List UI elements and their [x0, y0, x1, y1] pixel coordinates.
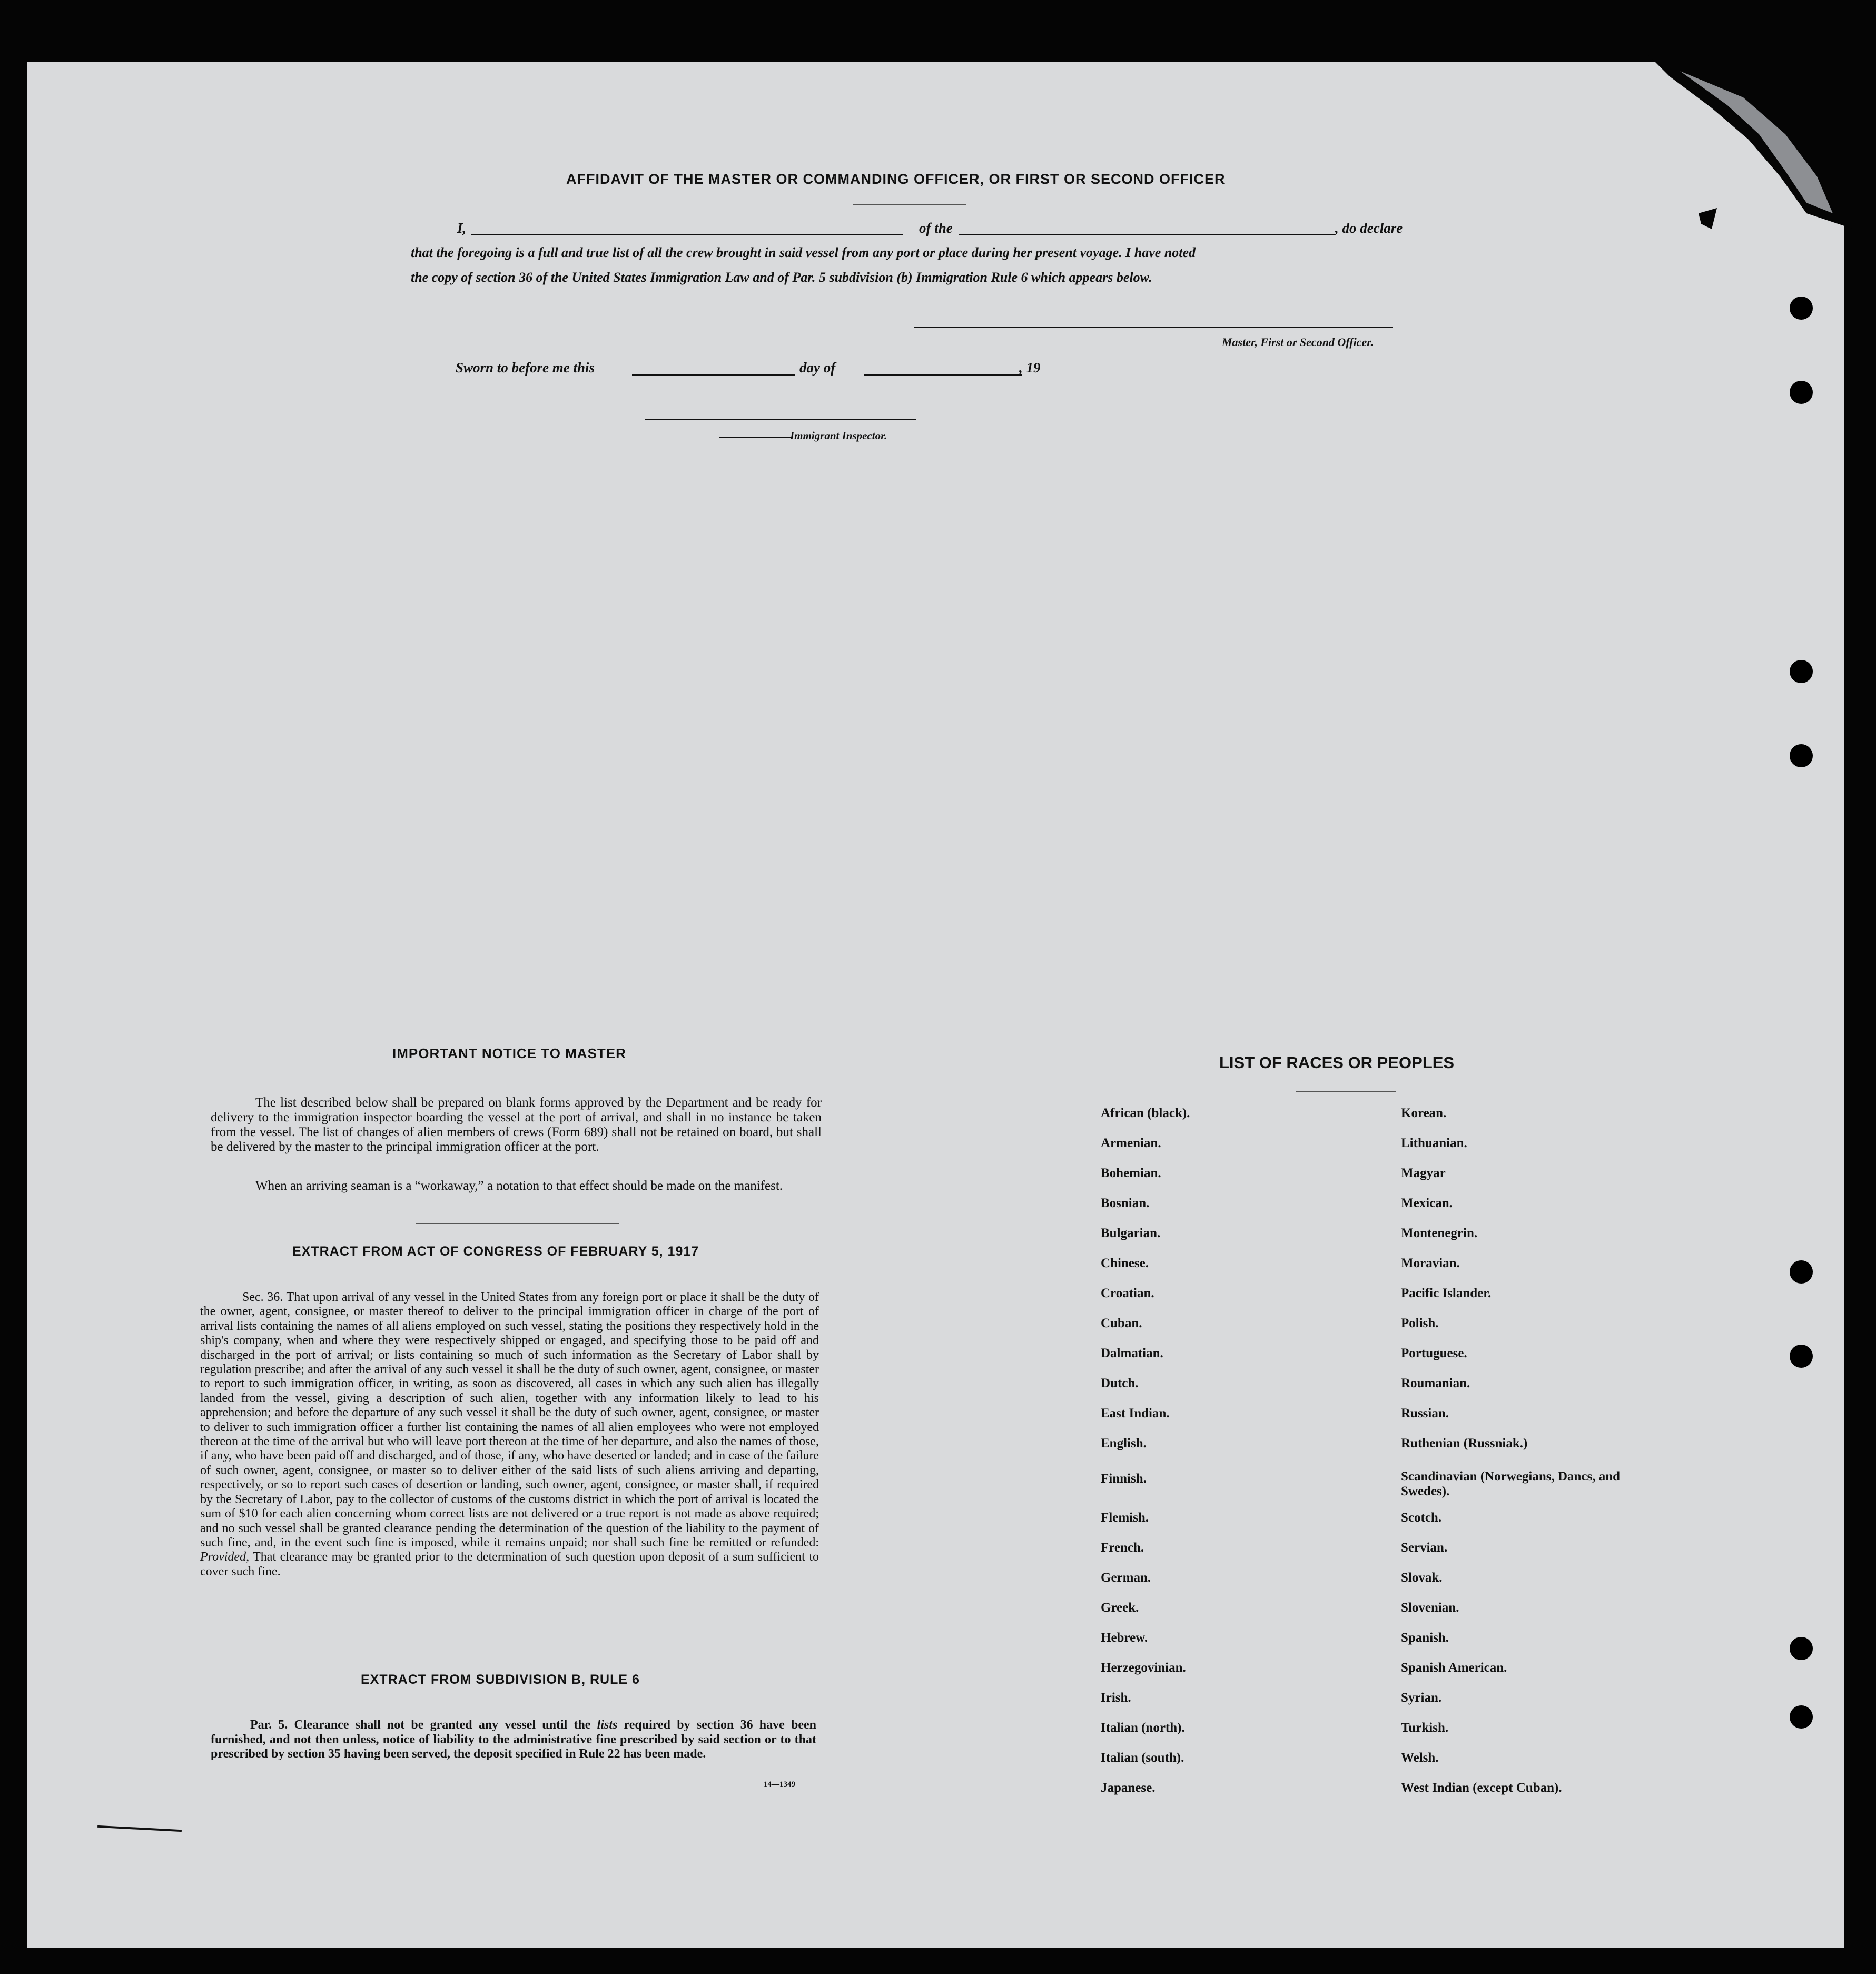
- form-number: 14—1349: [764, 1780, 795, 1789]
- race-item: Bulgarian.: [1101, 1226, 1161, 1240]
- race-item: German.: [1101, 1571, 1151, 1585]
- race-item: Greek.: [1101, 1601, 1139, 1615]
- race-item: French.: [1101, 1541, 1144, 1555]
- race-item: Cuban.: [1101, 1316, 1142, 1330]
- race-item: Spanish.: [1401, 1631, 1449, 1645]
- notice-paragraph-1: The list described below shall be prepared on blank forms approved by the Department and be ready for delivery to the immigration inspector boarding the vessel at the port of arrival, and shall in no instance be taken from the vessel. The list of changes of alien members of crews (Form 689) shall not be retained on board, but shall be delivered by the master to the principal immigration officer at the port.: [211, 1095, 822, 1154]
- par-5-prefix: Par. 5. Clearance shall not be granted any vessel until the: [250, 1718, 591, 1732]
- race-item: East Indian.: [1101, 1406, 1170, 1420]
- vessel-blank-line: [959, 234, 1335, 235]
- provided-word: Provided,: [200, 1550, 250, 1564]
- race-item: African (black).: [1101, 1106, 1190, 1120]
- binder-hole: [1790, 1705, 1813, 1729]
- binder-hole: [1790, 1260, 1813, 1284]
- race-item: Roumanian.: [1401, 1376, 1470, 1390]
- race-item: Russian.: [1401, 1406, 1449, 1420]
- notice-heading: IMPORTANT NOTICE TO MASTER: [392, 1045, 626, 1061]
- race-item: Dalmatian.: [1101, 1346, 1163, 1360]
- affidavit-declare: , do declare: [1335, 220, 1403, 236]
- sworn-month-line: [864, 374, 1022, 376]
- binder-hole: [1790, 1637, 1813, 1660]
- race-item: West Indian (except Cuban).: [1401, 1781, 1562, 1795]
- race-item: Korean.: [1401, 1106, 1447, 1120]
- race-item: Hebrew.: [1101, 1631, 1148, 1645]
- inspector-signature-line: [645, 419, 916, 420]
- act-extract-body: [200, 1290, 819, 1579]
- race-item: Bohemian.: [1101, 1166, 1161, 1180]
- race-item: Flemish.: [1101, 1511, 1149, 1525]
- race-item: Finnish.: [1101, 1472, 1147, 1486]
- act-extract-heading: EXTRACT FROM ACT OF CONGRESS OF FEBRUARY 5, 1917: [292, 1244, 699, 1259]
- race-item: Italian (south).: [1101, 1751, 1184, 1765]
- race-item: Japanese.: [1101, 1781, 1156, 1795]
- section-36-text: That upon arrival of any vessel in the United States from any foreign port or place it shall be the duty of the owner, agent, consignee, or master thereof to deliver to the principal immigration officer in charge of the port of arrival lists containing the names of all aliens employed on such vessel, stating the positions they respectively hold in the ship's company, when and where they were respectively shipped or engaged, and specifying those to be paid off and discharged in the port of arrival; or lists containing so much of such information as the Secretary of Labor shall by regulation prescribe; and after the arrival of any such vessel it shall be the duty of such owner, agent, consignee, or master to report to such immigration officer, in writing, as soon as discovered, all cases in which any such alien has illegally landed from the vessel, giving a description of such alien, together with any information likely to lead to his apprehension; and before the departure of any such vessel it shall be the duty of such owner, agent, consignee, or master to deliver to such immigration officer a further list containing the names of all alien employees who were not employed thereon at the time of the arrival but who will leave port thereon at the time of her departure, and also the names of those, if any, who have been paid off and discharged, and of those, if any, who have deserted or landed; and in case of the failure of such owner, agent, consignee, or master so to deliver either of the said lists of such aliens arriving and departing, respectively, or so to report such cases of desertion or landing, such owner, agent, consignee, or master shall, if required by the Secretary of Labor, pay to the collector of customs of the customs district in which the port of arrival is located the sum of $10 for each alien concerning whom correct lists are not delivered or a true report is not made as above required; and no such vessel shall be granted clearance pending the determination of the question of the liability to the payment of such fine, and, in the event such fine is imposed, while it remains unpaid; nor shall such fine be remitted or refunded:: [200, 1290, 819, 1549]
- race-item: Lithuanian.: [1401, 1136, 1467, 1150]
- inspector-label-dash: [719, 437, 793, 438]
- race-item: Pacific Islander.: [1401, 1286, 1492, 1300]
- race-item: Armenian.: [1101, 1136, 1161, 1150]
- binder-hole: [1790, 744, 1813, 767]
- notice-paragraph-2: When an arriving seaman is a “workaway,” a notation to that effect should be made on the manifest.: [255, 1179, 783, 1193]
- race-item: Ruthenian (Russniak.): [1401, 1436, 1528, 1450]
- binder-hole: [1790, 1345, 1813, 1368]
- name-blank-line: [471, 234, 903, 235]
- divider: [853, 204, 966, 205]
- race-item: Slovenian.: [1401, 1601, 1459, 1615]
- race-item: Chinese.: [1101, 1256, 1149, 1270]
- master-signature-label: Master, First or Second Officer.: [1222, 335, 1374, 349]
- race-item: Moravian.: [1401, 1256, 1460, 1270]
- race-item: Irish.: [1101, 1691, 1131, 1705]
- affidavit-i: I,: [457, 220, 467, 236]
- inspector-label: Immigrant Inspector.: [790, 429, 887, 442]
- race-item: Mexican.: [1401, 1196, 1453, 1210]
- race-item: Scotch.: [1401, 1511, 1442, 1525]
- race-item: Croatian.: [1101, 1286, 1154, 1300]
- sworn-prefix: Sworn to before me this: [456, 360, 595, 376]
- affidavit-of-the: of the: [919, 220, 953, 236]
- race-item: Portuguese.: [1401, 1346, 1467, 1360]
- rule-extract-heading: EXTRACT FROM SUBDIVISION B, RULE 6: [361, 1672, 640, 1687]
- divider: [1296, 1091, 1396, 1092]
- divider: [416, 1223, 619, 1224]
- section-label: Sec. 36.: [242, 1290, 283, 1304]
- affidavit-line-3: the copy of section 36 of the United States Immigration Law and of Par. 5 subdivision (b) Immigration Rule 6 which appears below.: [411, 270, 1152, 285]
- binder-hole: [1790, 381, 1813, 404]
- race-item: Montenegrin.: [1401, 1226, 1478, 1240]
- race-item: English.: [1101, 1436, 1147, 1450]
- race-item: Scandinavian (Norwegians, Dancs, and Swedes).: [1401, 1469, 1621, 1498]
- race-item: Servian.: [1401, 1541, 1448, 1555]
- affidavit-line-2: that the foregoing is a full and true list of all the crew brought in said vessel from any port or place during her present voyage. I have noted: [411, 245, 1196, 260]
- races-heading: LIST OF RACES OR PEOPLES: [1219, 1053, 1455, 1072]
- master-signature-line: [914, 327, 1393, 328]
- par-5-rest: required by section 36 have been furnished, and not then unless, notice of liability to the administrative fine prescribed by said section or to that prescribed by section 35 having been served, the deposit specified in Rule 22 has been made.: [211, 1718, 817, 1761]
- race-item: Turkish.: [1401, 1721, 1449, 1735]
- binder-hole: [1790, 660, 1813, 683]
- race-item: Slovak.: [1401, 1571, 1443, 1585]
- sworn-day-line: [632, 374, 795, 376]
- section-36-end: That clearance may be granted prior to the determination of such question upon deposit of a sum sufficient to cover such fine.: [200, 1550, 819, 1578]
- race-item: Polish.: [1401, 1316, 1439, 1330]
- torn-corner: [1648, 55, 1854, 229]
- race-item: Herzegovinian.: [1101, 1661, 1186, 1675]
- race-item: Dutch.: [1101, 1376, 1139, 1390]
- affidavit-heading: AFFIDAVIT OF THE MASTER OR COMMANDING OFFICER, OR FIRST OR SECOND OFFICER: [566, 171, 1226, 187]
- rule-extract-body: [211, 1718, 816, 1762]
- race-item: Spanish American.: [1401, 1661, 1507, 1675]
- lists-word: lists: [597, 1718, 618, 1732]
- race-item: Welsh.: [1401, 1751, 1439, 1765]
- race-item: Syrian.: [1401, 1691, 1442, 1705]
- sworn-year: , 19: [1019, 360, 1041, 376]
- race-item: Magyar: [1401, 1166, 1446, 1180]
- race-item: Bosnian.: [1101, 1196, 1150, 1210]
- binder-hole: [1790, 297, 1813, 320]
- sworn-day-of: day of: [799, 360, 836, 376]
- race-item: Italian (north).: [1101, 1721, 1185, 1735]
